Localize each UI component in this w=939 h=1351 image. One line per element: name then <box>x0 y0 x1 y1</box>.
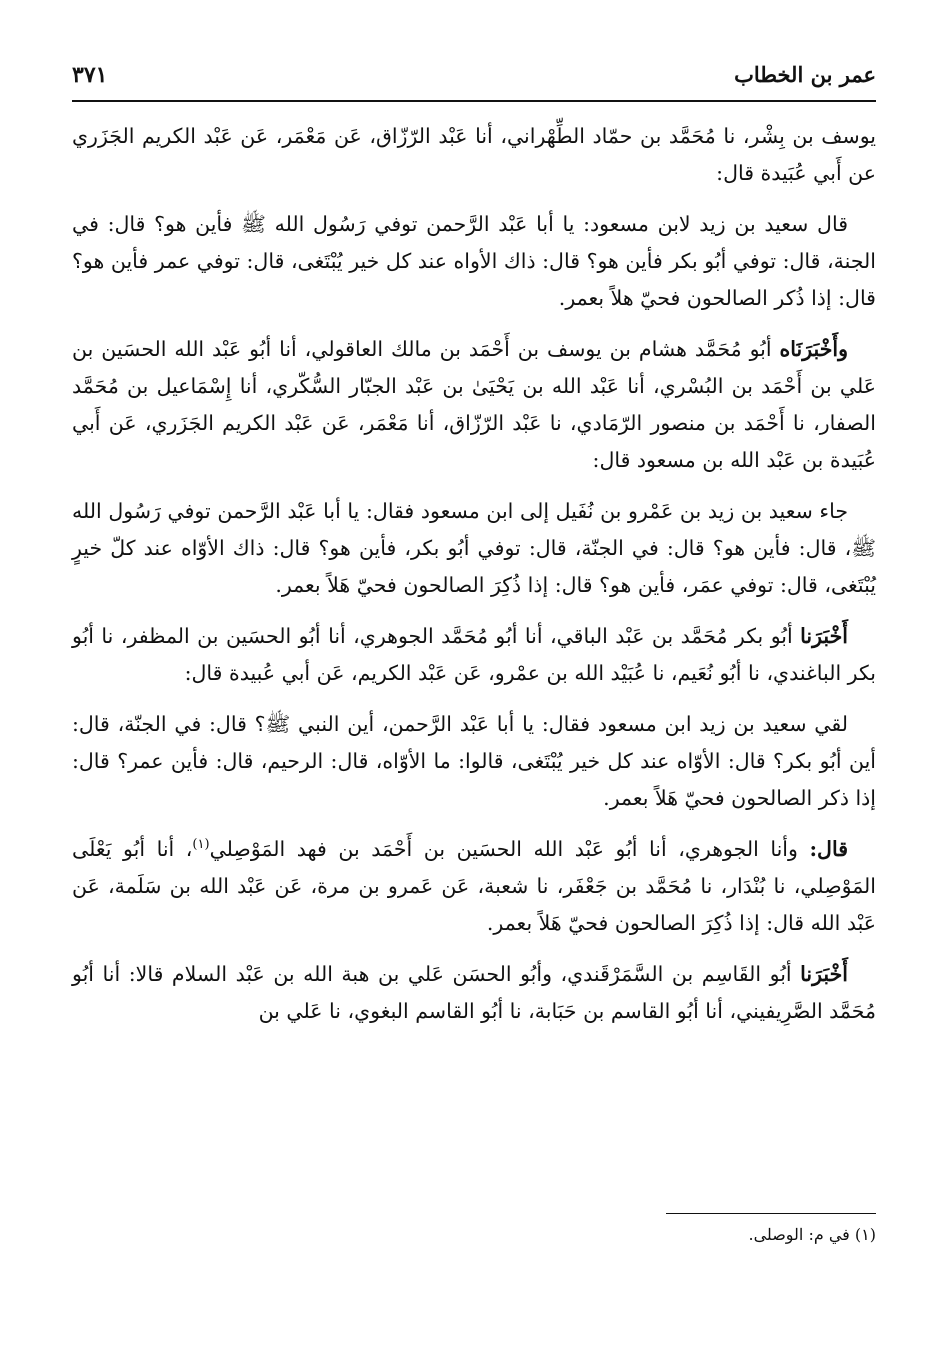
paragraph-3 <box>72 331 876 479</box>
paragraph-text: لقي سعيد بن زيد ابن مسعود فقال: يا أبا عَبْد الرَّحمن، أين النبي ﷺ؟ قال: في الجنّة، قال: أين أبُو بكر؟ قال: الأوّاه عند كل خير يُبْتَغى، قالوا: ما الأوّاه، قال: الرحيم، قال: فأين عمر؟ قال: إذا ذكر الصالحون فحيّ هَلاً بعمر. <box>72 712 876 810</box>
paragraph-8 <box>72 956 876 1030</box>
paragraph-text: وأنا الجوهري، أنا أبُو عَبْد الله الحسَين بن أَحْمَد بن فهد المَوْصِلي <box>209 837 798 861</box>
paragraph-text: جاء سعيد بن زيد بن عَمْرو بن نُفَيل إلى ابن مسعود فقال: يا أبا عَبْد الرَّحمن توفي رَسُول الله ﷺ، قال: فأين هو؟ قال: في الجنّة، قال: توفي أبُو بكر، فأين هو؟ قال: ذاك الأوّاه عند كلّ خيرٍ يُبْتَغى، قال: توفي عمَر، فأين هو؟ قال: إذا ذُكِرَ الصالحون فحيّ هَلاً بعمر. <box>72 499 876 597</box>
footnote-divider <box>666 1213 876 1214</box>
paragraph-7 <box>72 831 876 942</box>
paragraph-lead: وأَخْبَرَنَاه <box>779 337 848 361</box>
paragraph-1 <box>72 118 876 192</box>
paragraph-text: قال سعيد بن زيد لابن مسعود: يا أبا عَبْد الرَّحمن توفي رَسُول الله ﷺ فأين هو؟ قال: في الجنة، قال: توفي أبُو بكر فأين هو؟ قال: ذاك الأواه عند كل خير يُبْتَغى، قال: توفي عمر فأين هو؟ قال: إذا ذُكر الصالحون فحيّ هلاً بعمر. <box>72 212 876 310</box>
footnote: (١) في م: الوصلى. <box>748 1225 876 1244</box>
book-page <box>72 58 876 1318</box>
footnote-ref: (١) <box>192 837 210 853</box>
paragraph-6 <box>72 706 876 817</box>
paragraph-5 <box>72 618 876 692</box>
paragraph-lead: أَخْبَرَنا <box>800 962 848 986</box>
paragraph-lead: قال: <box>809 837 848 861</box>
paragraph-4 <box>72 493 876 604</box>
page-header <box>72 58 876 102</box>
paragraph-text-after: ، أنا أبُو يَعْلَى المَوْصِلي، نا بُنْدَار، نا مُحَمَّد بن جَعْفَر، نا شعبة، عَن عَمرو بن مرة، عَن عَبْد الله بن سَلَمة، عَن عَبْد الله قال: إذا ذُكِرَ الصالحون فحيّ هَلاً بعمر. <box>72 837 876 935</box>
paragraph-text: أبُو مُحَمَّد هشام بن يوسف بن أَحْمَد بن مالك العاقولي، أنا أبُو عَبْد الله الحسَين بن عَلي بن أَحْمَد بن البُسْري، أنا عَبْد الله بن يَحْيَىٰ بن عَبْد الجبّار السُّكّري، أنا إِسْمَاعيل بن مُحَمَّد الصفار، نا أَحْمَد بن منصور الرّمَادي، نا عَبْد الرّزّاق، أنا مَعْمَر، عَن عَبْد الكريم الجَزَري، عَن أَبي عُبَيدة بن عَبْد الله بن مسعود قال: <box>72 337 876 472</box>
paragraph-text: أبُو بكر مُحَمَّد بن عَبْد الباقي، أنا أبُو مُحَمَّد الجوهري، أنا أبُو الحسَين بن المظفر، نا أبُو بكر الباغندي، نا أبُو نُعَيم، نا عُبَيْد الله بن عمْرو، عَن عَبْد الكريم، عَن أبي عُبيدة قال: <box>72 624 876 685</box>
body-text <box>72 118 876 1030</box>
running-title: عمر بن الخطاب <box>734 62 876 87</box>
paragraph-text: أبُو القَاسِم بن السَّمَرْقَندي، وأبُو الحسَن عَلي بن هبة الله بن عَبْد السلام قالا: أنا أبُو مُحَمَّد الصَّرِيفيني، أنا أبُو القاسم بن حَبَابة، نا أبُو القاسم البغوي، نا عَلي بن <box>72 962 876 1023</box>
page-number: ٣٧١ <box>72 62 108 88</box>
paragraph-2 <box>72 206 876 317</box>
paragraph-lead: أَخْبَرَنا <box>800 624 848 648</box>
paragraph-text: يوسف بن بِشْر، نا مُحَمَّد بن حمّاد الطِّهْراني، أنا عَبْد الرّزّاق، عَن مَعْمَر، عَن عَبْد الكريم الجَزَري عن أَبي عُبَيدة قال: <box>72 124 876 185</box>
